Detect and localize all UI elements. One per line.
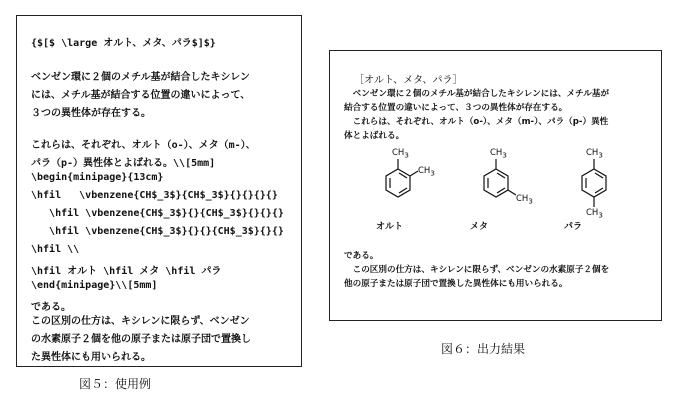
code-line: た異性体にも用いられる。 xyxy=(31,352,151,363)
ortho-label: オルト xyxy=(376,222,404,232)
code-line: ベンゼン環に２個のメチル基が結合したキシレン xyxy=(31,72,250,83)
ortho-ch3-right: $CH_3$ xyxy=(418,166,435,178)
code-line: {$[$ \large オルト、メタ、パラ$]$} xyxy=(31,38,216,49)
output-line: ベンゼン環に２個のメチル基が結合したキシレンには、メチル基が xyxy=(344,89,610,99)
meta-label: メタ xyxy=(470,222,489,232)
code-line: \hfil オルト \hfil メタ \hfil パラ xyxy=(31,266,222,277)
code-line: の水素原子２個を他の原子または原子団で置換し xyxy=(31,334,251,345)
code-line: には、メチル基が結合する位置の違いによって、 xyxy=(31,90,251,101)
para-label: パラ xyxy=(564,222,583,232)
meta-xylene-structure xyxy=(468,147,548,227)
code-line: \hfil \vbenzene{CH$_3$}{}{}{CH$_3$}{}{} xyxy=(31,226,284,237)
code-line: \begin{minipage}{13cm} xyxy=(31,172,164,183)
para-ch3-bottom: $CH_3$ xyxy=(586,208,603,220)
ortho-xylene-structure xyxy=(370,147,450,217)
output-line: 他の原子または原子団で置換した異性体にも用いられる。 xyxy=(344,279,568,289)
source-code-box xyxy=(16,15,302,367)
code-line: \hfil \\ xyxy=(31,244,80,255)
para-ch3-top: $CH_3$ xyxy=(586,148,603,160)
code-line: この区別の仕方は、キシレンに限らず、ベンゼン xyxy=(31,316,250,327)
output-line: これらは、それぞれ、オルト（o-）、メタ（m-）、パラ（p-）異性 xyxy=(344,117,609,127)
figure5-caption: 図５：使用例 xyxy=(79,377,152,391)
output-box xyxy=(329,50,662,321)
output-line: である。 xyxy=(344,251,379,261)
output-line: 結合する位置の違いによって、３つの異性体が存在する。 xyxy=(344,103,568,113)
code-line: これらは、それぞれ、オルト（o-）、メタ（m-）、 xyxy=(31,140,256,151)
code-line: \end{minipage}\\[5mm] xyxy=(31,280,158,291)
ortho-ch3-top: $CH_3$ xyxy=(392,148,409,160)
meta-ch3-right: $CH_3$ xyxy=(516,194,533,206)
code-line: \hfil \vbenzene{CH$_3$}{}{CH$_3$}{}{}{} xyxy=(31,208,284,219)
meta-ch3-top: $CH_3$ xyxy=(490,148,507,160)
code-line: ３つの異性体が存在する。 xyxy=(31,108,151,119)
output-line: 体とよばれる。 xyxy=(344,131,405,141)
code-line: パラ（p-）異性体とよばれる。\\[5mm] xyxy=(31,158,216,169)
code-line: \hfil \vbenzene{CH$_3$}{CH$_3$}{}{}{}{} xyxy=(31,190,278,201)
code-line: である。 xyxy=(31,302,71,313)
output-title: ［オルト、メタ、パラ］ xyxy=(354,75,463,86)
output-line: この区別の仕方は、キシレンに限らず、ベンゼンの水素原子２個を xyxy=(344,265,610,275)
figure6-caption: 図６：出力結果 xyxy=(441,342,526,356)
